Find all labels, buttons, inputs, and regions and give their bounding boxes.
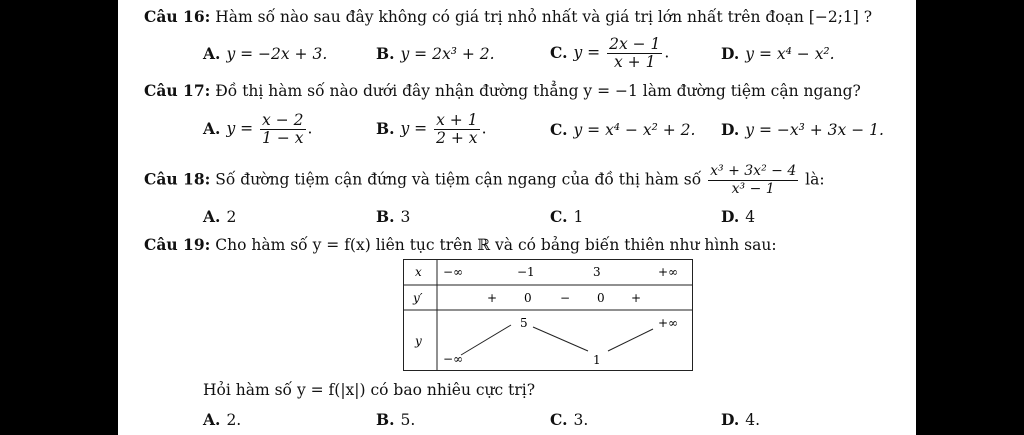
q16-option-c[interactable]: C. y = $\frac{2x - 1}{x + 1}$ .: [550, 35, 670, 71]
q19-followup: Hỏi hàm số y = f(|x|) có bao nhiêu cực trị?: [203, 381, 536, 399]
question-17: Câu 17: Đồ thị hàm số nào dưới đây nhận đường thẳng y = −1 làm đường tiệm cận ngang?: [144, 81, 861, 100]
x-val-2: 3: [593, 265, 601, 279]
q19-option-d[interactable]: D. 4.: [721, 410, 761, 429]
arrow-up-1: [461, 325, 511, 355]
q19-option-b[interactable]: B. 5.: [376, 410, 416, 429]
variation-table: [403, 259, 693, 371]
q16-option-b[interactable]: B. y = 2x³ + 2.: [376, 44, 495, 63]
x-val-0: −∞: [443, 265, 464, 279]
zero-0: 0: [524, 291, 532, 305]
q18-option-a[interactable]: A. 2: [203, 207, 237, 226]
question-19: Câu 19: Cho hàm số y = f(x) liên tục trên ℝ và có bảng biến thiên như hình sau:: [144, 235, 777, 254]
q19-option-c[interactable]: C. 3.: [550, 410, 589, 429]
q17-option-b[interactable]: B. y = $\frac{x + 1}{2 + x}$ .: [376, 111, 487, 147]
y-val-min: 1: [593, 353, 601, 367]
y-val-end: +∞: [658, 316, 679, 330]
x-val-3: +∞: [658, 265, 679, 279]
row-x-label: x: [415, 265, 422, 279]
question-18: Câu 18: Số đường tiệm cận đứng và tiệm cận ngang của đồ thị hàm số $\frac{\text{x³ + 3x² − 4}}{\text{x³ − 1}}$ là:: [144, 163, 825, 197]
arrow-up-2: [608, 329, 653, 351]
q17-option-d[interactable]: D. y = −x³ + 3x − 1.: [721, 120, 884, 139]
row-y-label: y: [415, 334, 422, 348]
sign-1: −: [560, 291, 571, 305]
exam-page: [118, 0, 916, 435]
q18-option-b[interactable]: B. 3: [376, 207, 411, 226]
arrow-down: [533, 327, 588, 351]
sign-2: +: [631, 291, 642, 305]
q17-option-a[interactable]: A. y = $\frac{x - 2}{1 - x}$ .: [203, 111, 313, 147]
row-yprime-label: y′: [413, 291, 423, 305]
q19-option-a[interactable]: A. 2.: [203, 410, 242, 429]
sign-0: +: [487, 291, 498, 305]
q17-option-c[interactable]: C. y = x⁴ − x² + 2.: [550, 120, 696, 139]
question-16: Câu 16: Hàm số nào sau đây không có giá trị nhỏ nhất và giá trị lớn nhất trên đoạn [−2;1] ?: [144, 7, 873, 26]
y-val-start: −∞: [443, 352, 464, 366]
q16-option-a[interactable]: A. y = −2x + 3.: [203, 44, 328, 63]
q18-option-d[interactable]: D. 4: [721, 207, 756, 226]
x-val-1: −1: [517, 265, 535, 279]
y-val-max: 5: [520, 316, 528, 330]
q18-option-c[interactable]: C. 1: [550, 207, 584, 226]
zero-1: 0: [597, 291, 605, 305]
q16-option-d[interactable]: D. y = x⁴ − x².: [721, 44, 835, 63]
